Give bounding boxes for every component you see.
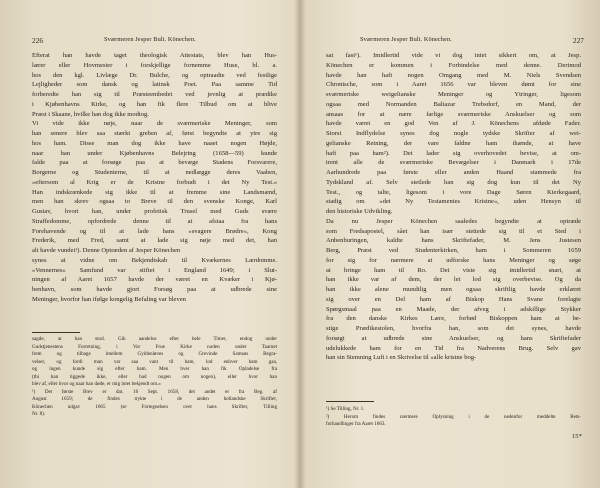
text-line: ansaas for at nære farlige sværmeriske Anskuelser og som	[326, 110, 581, 118]
signature-mark: 15*	[572, 433, 582, 440]
footnote-line: ²) Herom findes nærmere Oplysning i de nedenfor meddelte Rets-	[326, 413, 581, 420]
text-line: stige Prædikestolen, hvorfra han, som det synes, havde	[326, 325, 581, 332]
text-line: som Fredsapostel, sået han især stettede sig til et Sted i	[326, 227, 581, 235]
footnote-line: blev af, eller hvor og naar han døde, er mig intet bekjendt om.«	[32, 381, 161, 387]
text-line: falde paa at forsøge paa at bevæge Stadens Forsvarere,	[32, 159, 277, 167]
text-line: stadig om »det Ny Testamentes Kristne«, uden Hensyn til	[326, 198, 581, 206]
text-line: han ikke var af dem, der let lod sig overbevise. Og da	[326, 276, 581, 284]
text-line: fra den danske Kirkes Lære, forbød Biskoppen ham at be-	[326, 315, 581, 323]
text-line: havde været en god Ven af J. Könechens afdøde Fader.	[326, 120, 581, 128]
footnote-line: ¹) Se Tilling, Nr. 1.	[326, 406, 365, 412]
right-footnotes	[326, 406, 581, 429]
text-line: Berg, Præst ved Studenterkirken, ham i Sommeren 1659	[326, 247, 581, 254]
text-line: »eftersom al Krig er de Kristne forbudt i det Ny Test.«	[32, 178, 277, 186]
text-line: forsøgt at udbrede sine Anskuelser, og hans Skriftefader	[326, 334, 581, 342]
footnote-line: (thi han tiggede ikke, eller bad nogen om nogen), eller hvor han	[32, 373, 277, 380]
text-line: Könechen er kommen i Forbindelse med denne. Derimod	[326, 61, 581, 69]
text-line: ogsaa med Normanden Baltazar Trebsdorf, en Mand, der	[326, 100, 581, 108]
text-line: haft paa ham²). Det lader sig overhovedet bevise, at om-	[326, 149, 581, 157]
text-line: at bringe ham til Ro. Det viste sig imidlertid snart, at	[326, 266, 581, 274]
text-line: Storst Indflydelse synes dog nogle tydske Skrifter af wei-	[326, 130, 581, 137]
text-line: alt havde vundet¹). Denne Optræden af Jesper Könechen	[32, 247, 181, 254]
text-line: Han indskrænkede sig ikke til at fremme sine Landsmænd,	[32, 188, 277, 196]
left-body-text	[32, 51, 277, 305]
left-footnotes	[32, 336, 277, 419]
running-head: Sværmeren Jesper Bult. Könechen.	[360, 36, 452, 43]
text-line: Præst i Skaane, hvilke han dog ikke modtog.	[32, 110, 149, 118]
footnote-line: Nr. 8).	[32, 411, 46, 417]
text-line: den historiske Udvikling.	[326, 208, 393, 215]
text-line: han ikke alene mundtlig men ogsaa skriftlig havde erklæret	[326, 286, 581, 293]
text-line: Efterat han havde taget theologisk Attestats, blev han Hus-	[32, 52, 277, 59]
text-line: ningen af Aaret 1657 havde der været en Kvæker i Kjø-	[32, 276, 277, 284]
footnote-rule	[32, 332, 80, 333]
running-head: Sværmeren Jesper Bult. Könechen.	[104, 36, 196, 43]
text-line: Anbenburingen, kaldte hans Skriftefader, M. Jens Justesen	[326, 237, 581, 245]
text-line: Straffedomme, opfordrede denne til at afstaa fra hans	[32, 217, 277, 225]
text-line: sat fast¹). Imidlertid vide vi dog intet sikkert om, at Jesp.	[326, 52, 581, 59]
text-line: gelianske Retning, der vare faldne ham ihænde, at have	[326, 139, 581, 147]
footnote-line: sagde, at han stod. Gik aandelos efter hele Timer, endog under	[32, 336, 277, 342]
right-page	[300, 0, 600, 488]
text-line: men han skrev ogsaa to Breve til den svenske Konge, Karl	[32, 198, 277, 206]
footnote-line: og ingen kunde sig efter ham. Men hver han fik Opladelse fra	[32, 366, 277, 372]
text-line: havde han haft nogen Omgang med M. Niels Svendsen	[326, 71, 581, 79]
footnote-line: Könechen udgav 1665 (se Fortegnelsen over hans Skrifter, Tilling	[32, 403, 277, 410]
text-line: synes at vidne om Bekjendtskab til Kvækernes Lærdomme.	[32, 256, 277, 264]
footnote-rule	[326, 401, 374, 402]
text-line: trent alle de sværmeriske Bevægelser i Danmark i 17de	[326, 159, 581, 167]
text-line: Gustav, hvori han, under profetisk Trusel med Guds svære	[32, 208, 277, 215]
footnote-line: forhandlinger fra Aaret 1663.	[326, 421, 386, 427]
text-line: Frederik, med Fred, samt at lade sig nøje med det, han	[32, 237, 277, 245]
text-line: Meninger, hvorfor han ifølge kongelig Befaling var bleven	[32, 295, 186, 303]
text-line: Spørgsmaal paa en Maade, der afveg i adskillige Stykker	[326, 305, 581, 313]
footnote-line: Gudstjenestens Forretning, i Vor Frue Kirke noden under Taarnet	[32, 343, 277, 350]
text-line: »Vennernes« Samfund var stiftet i England 1649; i Slut-	[32, 266, 277, 274]
text-line: hos ham. Disse man dog ikke have naaet nogen Højde,	[32, 139, 277, 147]
text-line: Tydskland af. Selv stetlede han sig dog kun til det Ny	[326, 178, 581, 186]
footnote-line: velser, og fordi man var saa vant til ham, lod enhver ham gaa,	[32, 358, 277, 365]
text-line: sig over en Del ham af Biskop Hans Svane forelagte	[326, 295, 581, 303]
text-line: i Kjøbenhavns Kirke, og han fik flere Tilbud om at blive	[32, 100, 277, 108]
text-line: sværmeriske weigelianske Meninger og Ytringer, ligesom	[326, 91, 581, 98]
text-line: Borgerne og Studenterne, til at nedlægge deres Vaaben,	[32, 169, 277, 176]
text-line: han senere blev saa stærkt greben af, først begyndte at ytre sig	[32, 130, 277, 137]
text-line: han sin Stemning Luft i en Skrivelse til »alle kristne bog-	[326, 354, 477, 362]
footnote-line: frem og tilbage imellem Gyldenløves og Grevinde Samsøs Begra-	[32, 351, 277, 357]
page-number: 226	[32, 36, 44, 45]
text-line: Chronische, som i Aaret 1656 var bleven dømt for sine	[326, 81, 581, 89]
text-line: for sig for nærmere at udforske hans Meninger og søge	[326, 256, 581, 264]
right-body-text	[326, 51, 581, 363]
text-line: udelukkede ham for en Tid fra Nadverens Brug. Selv gav	[326, 344, 581, 352]
page-number: 227	[572, 36, 584, 45]
text-line: Lejligheder som dansk og latinsk Poet. Paa samme Tid	[32, 81, 277, 89]
text-line: Vi vide ikke nøje, naar de sværmeriske Meninger, som	[32, 120, 277, 128]
text-line: Aarhundrede paa første eller anden Haand stammede fra	[326, 169, 581, 176]
text-line: naar han under Kjøbenhavns Belejring (1658—59) kunde	[32, 149, 277, 157]
text-line: hos den kgl. Livlæge Dr. Bulche, og optraadte ved festlige	[32, 71, 277, 79]
text-line: lærer eller Hovmester i forskjellige fornemme Huse, bl. a.	[32, 61, 277, 69]
text-line: Forehavende og til at lade hans »svagere Brødre«, Kong	[32, 227, 277, 235]
footnote-line: August 1659; de findes trykte i de anden hollandske Skrifter,	[32, 396, 277, 402]
text-line: forberedte han sig til Præsteembedet ved jevnlig at prædike	[32, 91, 277, 98]
text-line: Da nu Jesper Könechen saaledes begyndte at optræde	[326, 217, 581, 225]
footnote-line: ¹) Det første Brev er dat. 16 Sept. 1658, det andet er fra Beg. af	[32, 388, 277, 395]
text-line: benhavn, som havde gjort Forsøg paa at udbrede sine	[32, 286, 277, 293]
text-line: Test., og talte, ligesom i vore Dage Søren Kierkegaard,	[326, 188, 581, 196]
